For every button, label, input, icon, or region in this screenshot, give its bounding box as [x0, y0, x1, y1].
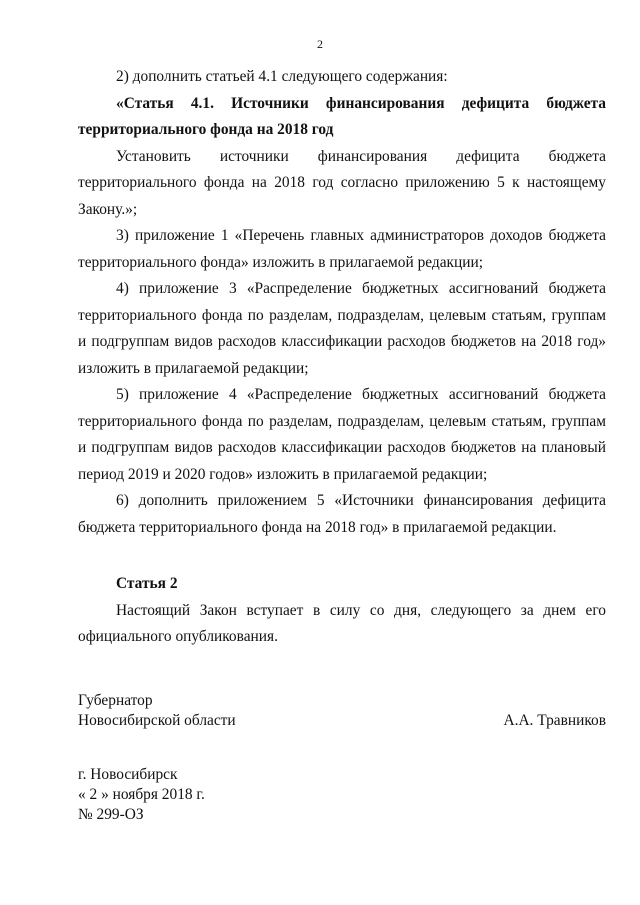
article-2-text: Настоящий Закон вступает в силу со дня, следующего за днем его официального опубликования. [78, 601, 606, 645]
signature-block [78, 691, 606, 731]
signer-title: Губернатор [78, 692, 153, 709]
date: « 2 » ноября 2018 г. [78, 786, 205, 803]
paragraph-item-2: 2) дополнить статьей 4.1 следующего содержания: [116, 68, 448, 85]
page-number: 2 [317, 37, 323, 51]
article-4-1-heading: «Статья 4.1. Источники финансирования дефицита бюджета территориального фонда на 2018 год [78, 94, 606, 138]
section-spacer [78, 541, 606, 571]
law-number: № 299-ОЗ [78, 806, 144, 823]
paragraph-item-5: 5) приложение 4 «Распределение бюджетных ассигнований бюджета территориального фонда по разделам, подразделам, целевым статьям, группам и подгруппам видов расходов классификации расходов бюджетов на плановый период 2019 и 2020 годов» изложить в прилагаемой редакции; [78, 386, 606, 483]
signer-row [78, 711, 606, 731]
document-body [78, 64, 606, 651]
paragraph-item-6: 6) дополнить приложением 5 «Источники финансирования дефицита бюджета территориального фонда на 2018 год» в прилагаемой редакции. [78, 492, 606, 536]
signer-region: Новосибирской области [78, 712, 236, 729]
article-2-heading: Статья 2 [116, 575, 178, 592]
paragraph-sources: Установить источники финансирования дефицита бюджета территориального фонда на 2018 год согласно приложению 5 к настоящему Закону.»; [78, 147, 606, 218]
place-date-block [78, 765, 205, 825]
signer-name: А.А. Травников [503, 712, 606, 729]
paragraph-item-3: 3) приложение 1 «Перечень главных администраторов доходов бюджета территориального фонда» изложить в прилагаемой редакции; [78, 227, 606, 271]
paragraph-item-4: 4) приложение 3 «Распределение бюджетных ассигнований бюджета территориального фонда по разделам, подразделам, целевым статьям, группам и подгруппам видов расходов классификации расходов бюджетов на 2018 год» изложить в прилагаемой редакции; [78, 280, 606, 377]
city: г. Новосибирск [78, 766, 178, 783]
